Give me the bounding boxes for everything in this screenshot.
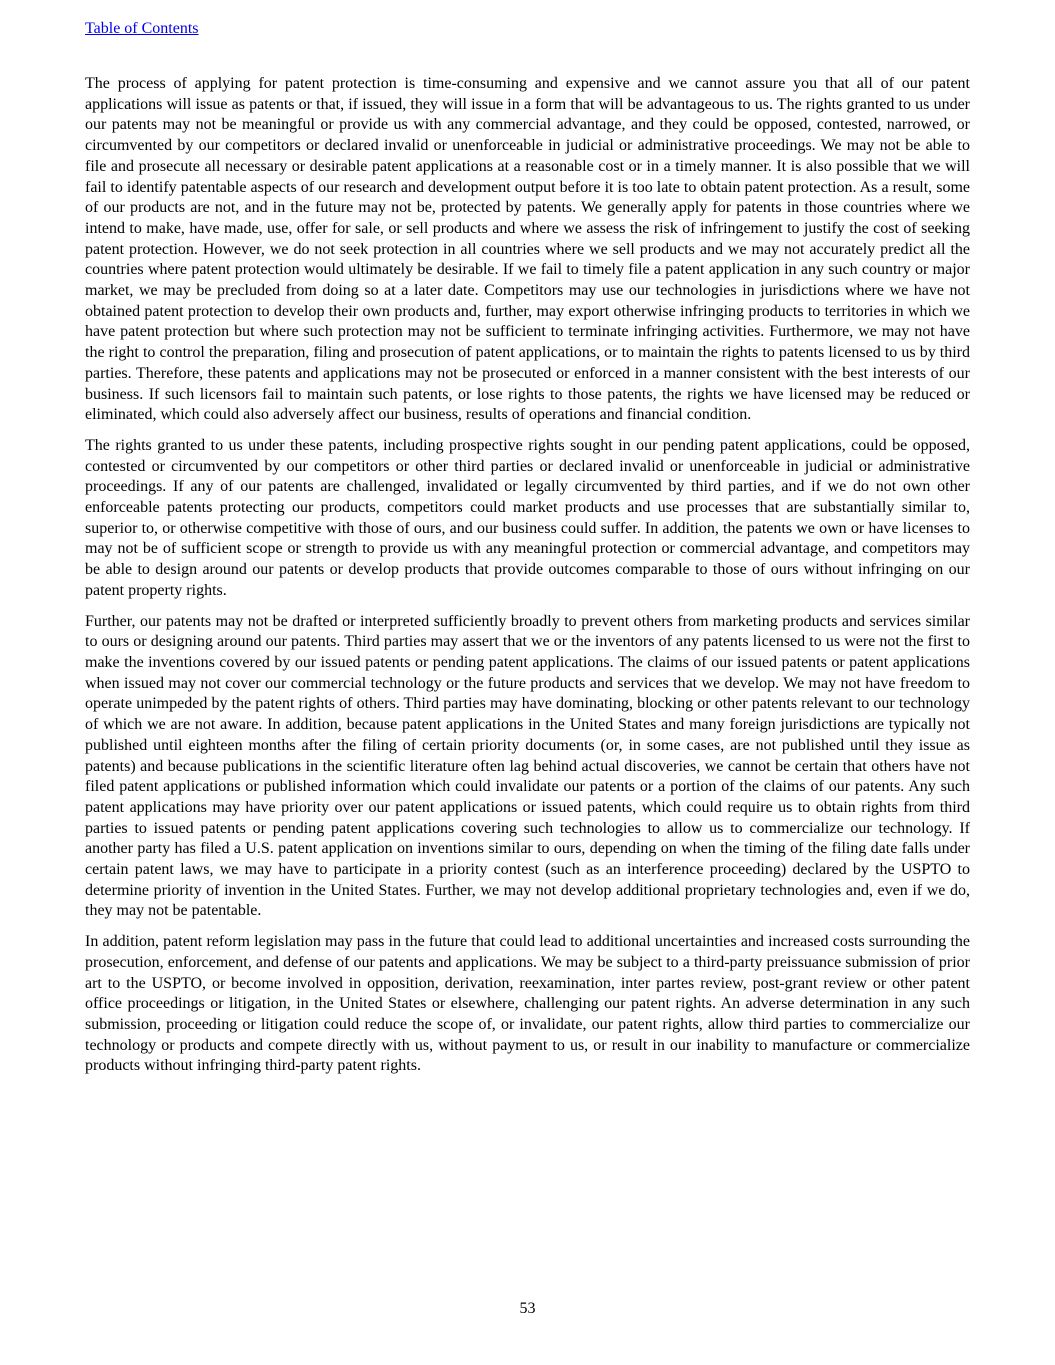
paragraph-rights-granted: The rights granted to us under these patents, including prospective rights sought in our pending patent applications, could be opposed, contested or circumvented by our competitors or other third parties or declared invalid or unenforceable in judicial or administrative proceedings. If any of our patents are challenged, invalidated or legally circumvented by third parties, and if we do not own other enforceable patents protecting our products, competitors could market products and use processes that are substantially similar to, superior to, or otherwise competitive with those of ours, and our business could suffer. In addition, the patents we own or have licenses to may not be of sufficient scope or strength to provide us with any meaningful protection or commercial advantage, and competitors may be able to design around our patents or develop products that provide outcomes comparable to those of ours without infringing on our patent property rights. bbox=[85, 436, 970, 599]
page-number: 53 bbox=[519, 1300, 536, 1317]
paragraph-patent-scope: Further, our patents may not be drafted or interpreted sufficiently broadly to prevent others from marketing products and services similar to ours or designing around our patents. Third parties may assert that we or the inventors of any patents licensed to us were not the first to make the inventions covered by our issued patents or pending patent applications. The claims of our issued patents or patent applications when issued may not cover our commercial technology or the future products and services that we develop. We may not have freedom to operate unimpeded by the patent rights of others. Third parties may have dominating, blocking or other patents relevant to our technology of which we are not aware. In addition, because patent applications in the United States and many foreign jurisdictions are typically not published until eighteen months after the filing of certain priority documents (or, in some cases, are not published until they issue as patents) and because publications in the scientific literature often lag behind actual discoveries, we cannot be certain that others have not filed patent applications or published information which could invalidate our patents or a portion of the claims of our patents. Any such patent applications may have priority over our patent applications or issued patents, which could require us to obtain rights from third parties to issued patents or pending patent applications covering such technologies to allow us to commercialize our technology. If another party has filed a U.S. patent application on inventions similar to ours, depending on when the timing of the filing date falls under certain patent laws, we may have to participate in a priority contest (such as an interference proceeding) declared by the USPTO to determine priority of invention in the United States. Further, we may not develop additional proprietary technologies and, even if we do, they may not be patentable. bbox=[85, 612, 970, 920]
paragraph-patent-application-process: The process of applying for patent protection is time-consuming and expensive and we cannot assure you that all of our patent applications will issue as patents or that, if issued, they will issue in a form that will be advantageous to us. The rights granted to us under our patents may not be meaningful or provide us with any commercial advantage, and they could be opposed, contested, narrowed, or circumvented by our competitors or declared invalid or unenforceable in judicial or administrative proceedings. We may not be able to file and prosecute all necessary or desirable patent applications at a reasonable cost or in a timely manner. It is also possible that we will fail to identify patentable aspects of our research and development output before it is too late to obtain patent protection. As a result, some of our products are not, and in the future may not be, protected by patents. We generally apply for patents in those countries where we intend to make, have made, use, offer for sale, or sell products and where we assess the risk of infringement to justify the cost of seeking patent protection. However, we do not seek protection in all countries where we sell products and we may not accurately predict all the countries where patent protection would ultimately be desirable. If we fail to timely file a patent application in any such country or major market, we may be precluded from doing so at a later date. Competitors may use our technologies in jurisdictions where we have not obtained patent protection to develop their own products and, further, may export otherwise infringing products to territories in which we have patent protection but where such protection may not be sufficient to terminate infringing activities. Furthermore, we may not have the right to control the preparation, filing and prosecution of patent applications, or to maintain the rights to patents licensed to us by third parties. Therefore, these patents and applications may not be prosecuted or enforced in a manner consistent with the best interests of our business. If such licensors fail to maintain such patents, or lose rights to those patents, the rights we have licensed may be reduced or eliminated, which could also adversely affect our business, results of operations and financial condition. bbox=[85, 75, 970, 424]
table-of-contents-link[interactable]: Table of Contents bbox=[85, 20, 199, 37]
document-body bbox=[85, 74, 970, 1087]
paragraph-patent-reform: In addition, patent reform legislation may pass in the future that could lead to additional uncertainties and increased costs surrounding the prosecution, enforcement, and defense of our patents and applications. We may be subject to a third-party preissuance submission of prior art to the USPTO, or become involved in opposition, derivation, reexamination, inter partes review, post-grant review or other patent office proceedings or litigation, in the United States or elsewhere, challenging our patent rights. An adverse determination in any such submission, proceeding or litigation could reduce the scope of, or invalidate, our patent rights, allow third parties to commercialize our technology or products and compete directly with us, without payment to us, or result in our inability to manufacture or commercialize products without infringing third-party patent rights. bbox=[85, 933, 970, 1075]
